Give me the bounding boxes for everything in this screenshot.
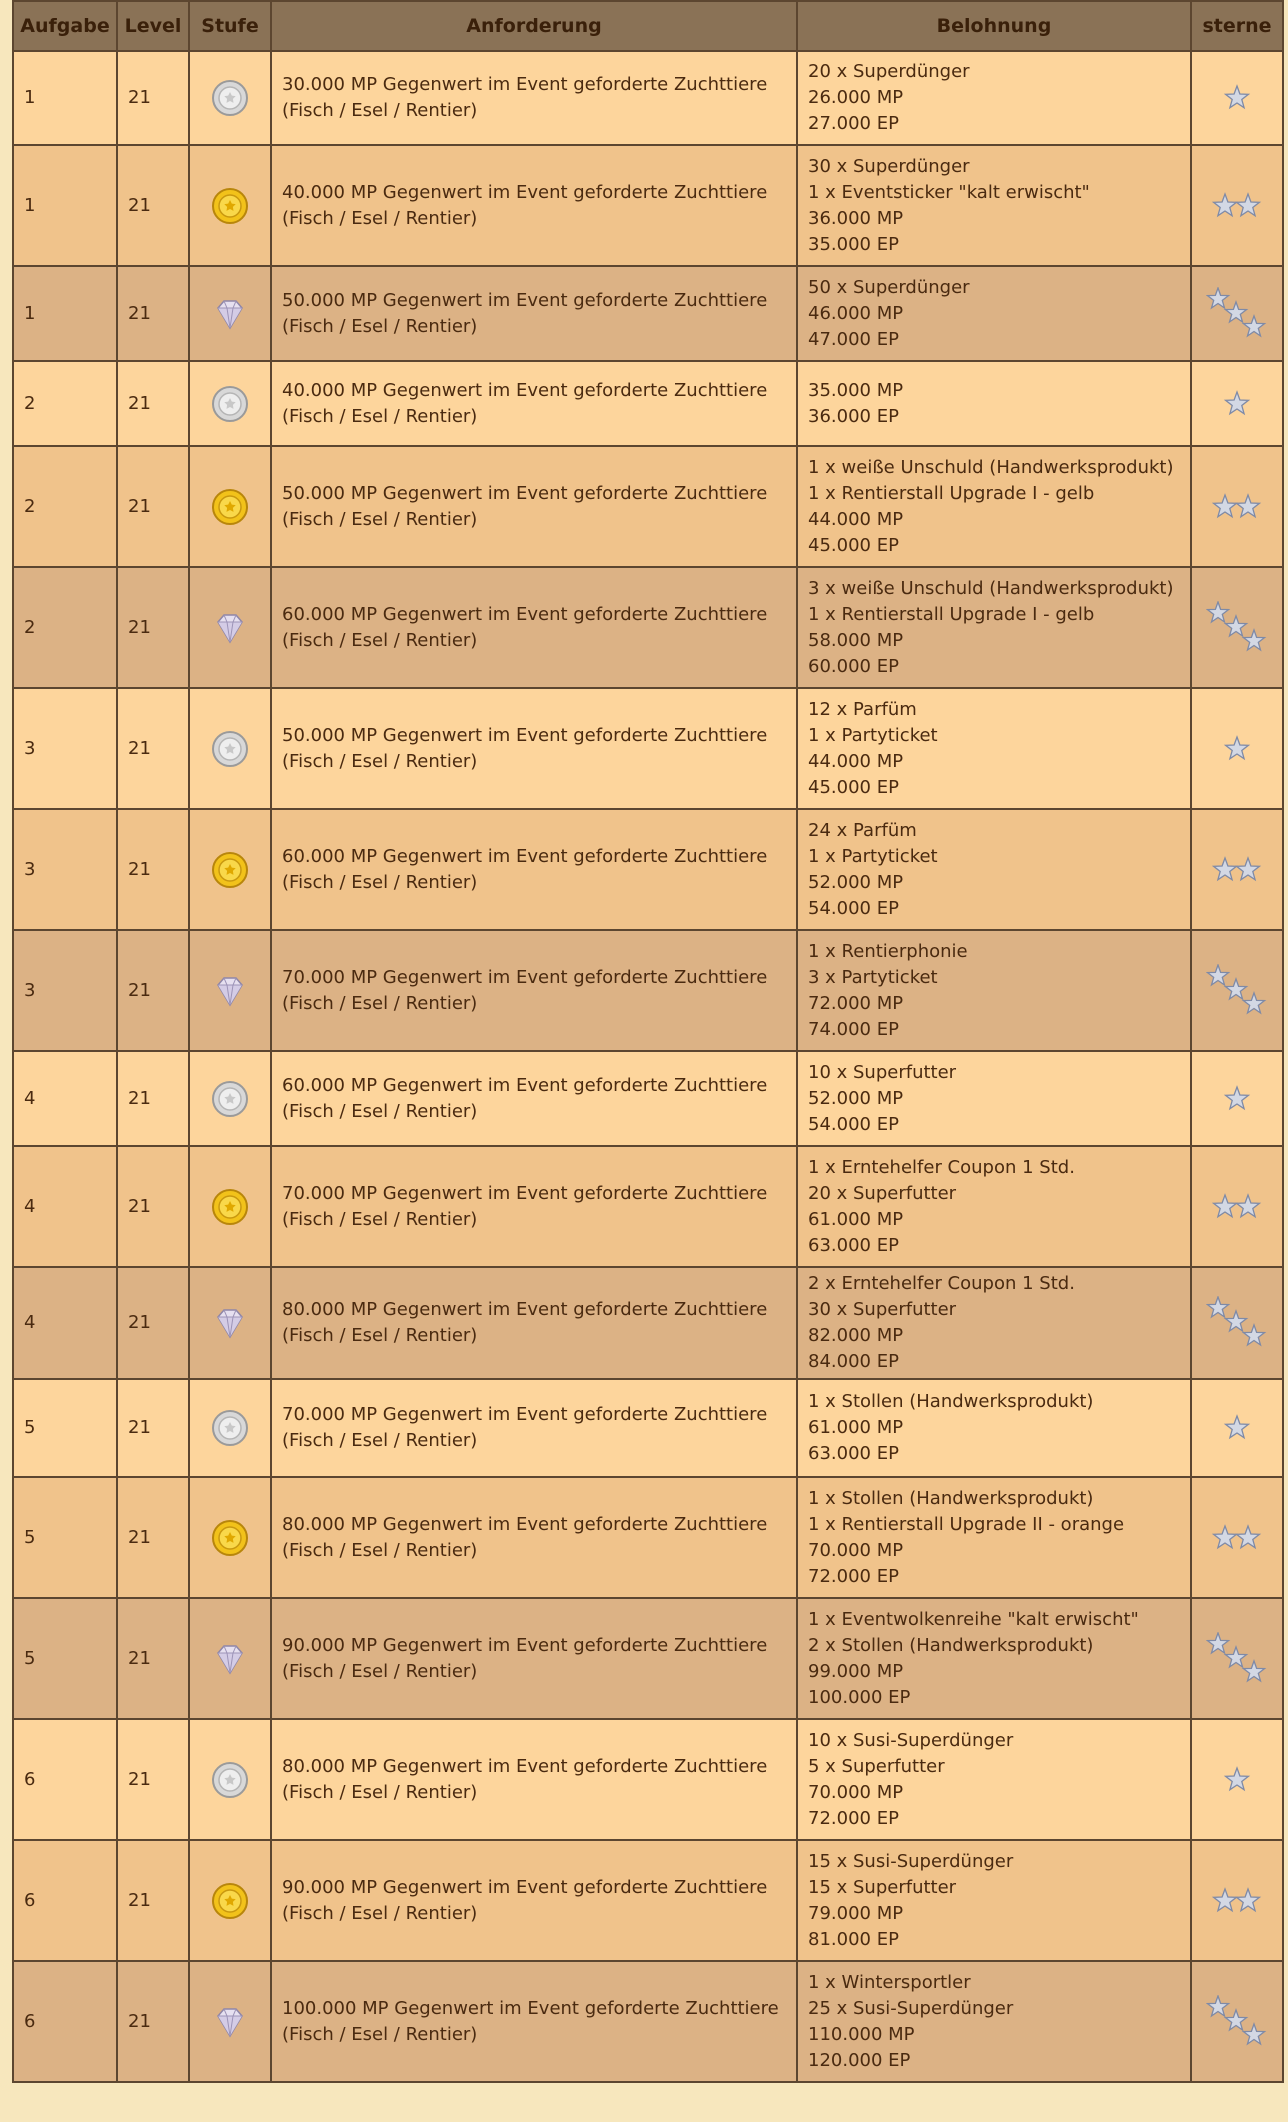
reward-line: 54.000 EP [808,897,899,919]
cell-level: 21 [117,1379,189,1477]
star-rating-icon [1223,390,1251,418]
reward-line: 15 x Susi-Superdünger [808,1850,1014,1872]
requirement-line: (Fisch / Esel / Rentier) [282,871,478,893]
requirement-line: 80.000 MP Gegenwert im Event geforderte Zuchttiere [282,1755,768,1777]
star-rating-icon [1212,1524,1262,1552]
reward-line: 72.000 EP [808,1807,899,1829]
reward-line: 1 x Rentierstall Upgrade II - orange [808,1513,1125,1535]
reward-line: 35.000 MP [808,379,904,401]
star-rating-icon [1223,1085,1251,1113]
silver-medal-icon [210,729,250,769]
requirement-line: (Fisch / Esel / Rentier) [282,629,478,651]
header-stufe: Stufe [189,1,271,51]
gold-medal-icon [210,186,250,226]
cell-sterne [1191,1146,1283,1267]
cell-stufe [189,1379,271,1477]
cell-anforderung [271,1598,797,1719]
cell-stufe [189,1598,271,1719]
star-rating-icon [1206,1995,1268,2049]
cell-aufgabe: 3 [13,930,117,1051]
table-row [13,1598,1283,1719]
requirement-line: 70.000 MP Gegenwert im Event geforderte Zuchttiere [282,1404,768,1425]
reward-line: 1 x weiße Unschuld (Handwerksprodukt) [808,456,1174,478]
cell-belohnung [797,1598,1191,1719]
reward-line: 35.000 EP [808,233,899,255]
requirement-line: 60.000 MP Gegenwert im Event geforderte Zuchttiere [282,1074,768,1096]
cell-belohnung [797,145,1191,266]
gold-medal-icon [210,1881,250,1921]
cell-stufe [189,809,271,930]
reward-line: 26.000 MP [808,87,904,108]
diamond-icon [210,1303,250,1343]
cell-sterne [1191,361,1283,446]
cell-anforderung [271,266,797,361]
cell-sterne [1191,1267,1283,1379]
cell-sterne [1191,1719,1283,1840]
cell-aufgabe: 5 [13,1477,117,1598]
reward-line: 99.000 MP [808,1660,904,1682]
reward-line: 36.000 MP [808,207,904,229]
requirement-line: (Fisch / Esel / Rentier) [282,2023,478,2045]
reward-line: 84.000 EP [808,1351,899,1372]
reward-line: 63.000 EP [808,1234,899,1256]
reward-line: 15 x Superfutter [808,1876,957,1898]
star-rating-icon [1223,735,1251,763]
cell-aufgabe: 2 [13,567,117,688]
cell-sterne [1191,145,1283,266]
cell-stufe [189,1961,271,2082]
reward-line: 20 x Superfutter [808,1182,957,1204]
table-row [13,567,1283,688]
cell-level: 21 [117,446,189,567]
reward-line: 72.000 MP [808,992,904,1014]
cell-belohnung [797,446,1191,567]
cell-anforderung [271,1840,797,1961]
reward-line: 58.000 MP [808,629,904,651]
reward-line: 70.000 MP [808,1539,904,1561]
table-row [13,1840,1283,1961]
requirement-line: (Fisch / Esel / Rentier) [282,1100,478,1122]
reward-line: 63.000 EP [808,1443,899,1464]
reward-line: 10 x Superfutter [808,1061,957,1083]
requirement-line: 90.000 MP Gegenwert im Event geforderte Zuchttiere [282,1876,768,1898]
cell-level: 21 [117,567,189,688]
silver-medal-icon [210,1760,250,1800]
cell-level: 21 [117,1598,189,1719]
cell-belohnung [797,688,1191,809]
silver-medal-icon [210,1079,250,1119]
star-rating-icon [1223,84,1251,112]
cell-belohnung [797,1840,1191,1961]
reward-line: 1 x Eventsticker "kalt erwischt" [808,181,1090,203]
requirement-line: (Fisch / Esel / Rentier) [282,405,478,427]
reward-line: 1 x Partyticket [808,845,938,867]
cell-belohnung [797,1267,1191,1379]
cell-belohnung [797,1719,1191,1840]
star-rating-icon [1212,192,1262,220]
reward-line: 52.000 MP [808,1087,904,1109]
gold-medal-icon [210,850,250,890]
reward-line: 5 x Superfutter [808,1755,945,1777]
reward-line: 120.000 EP [808,2049,911,2071]
header-belohnung: Belohnung [797,1,1191,51]
cell-level: 21 [117,1051,189,1146]
cell-belohnung [797,809,1191,930]
table-row [13,446,1283,567]
cell-belohnung [797,1477,1191,1598]
cell-level: 21 [117,1840,189,1961]
reward-line: 1 x Rentierstall Upgrade I - gelb [808,603,1095,625]
table-row [13,1477,1283,1598]
reward-line: 72.000 EP [808,1565,899,1587]
table-row [13,145,1283,266]
cell-stufe [189,1719,271,1840]
cell-belohnung [797,51,1191,145]
requirement-line: (Fisch / Esel / Rentier) [282,1902,478,1924]
cell-level: 21 [117,1477,189,1598]
cell-belohnung [797,266,1191,361]
reward-line: 3 x Partyticket [808,966,938,988]
requirement-line: 80.000 MP Gegenwert im Event geforderte Zuchttiere [282,1513,768,1535]
header-sterne: sterne [1191,1,1283,51]
cell-sterne [1191,446,1283,567]
reward-line: 27.000 EP [808,113,899,134]
cell-level: 21 [117,51,189,145]
cell-level: 21 [117,1146,189,1267]
cell-aufgabe: 1 [13,51,117,145]
header-anforderung: Anforderung [271,1,797,51]
cell-level: 21 [117,930,189,1051]
table-row [13,1051,1283,1146]
quest-table-container [12,0,1282,2083]
requirement-line: (Fisch / Esel / Rentier) [282,508,478,530]
requirement-line: (Fisch / Esel / Rentier) [282,315,478,337]
star-rating-icon [1206,287,1268,341]
table-body [13,51,1283,2082]
reward-line: 1 x Rentierphonie [808,940,968,962]
star-rating-icon [1212,1193,1262,1221]
requirement-line: 40.000 MP Gegenwert im Event geforderte Zuchttiere [282,181,768,203]
quest-table [12,0,1284,2083]
table-row [13,1961,1283,2082]
cell-sterne [1191,1379,1283,1477]
cell-aufgabe: 2 [13,361,117,446]
reward-line: 54.000 EP [808,1113,899,1135]
cell-aufgabe: 4 [13,1146,117,1267]
table-row [13,809,1283,930]
requirement-line: (Fisch / Esel / Rentier) [282,207,478,229]
cell-stufe [189,567,271,688]
cell-aufgabe: 4 [13,1267,117,1379]
cell-stufe [189,361,271,446]
cell-sterne [1191,1051,1283,1146]
reward-line: 20 x Superdünger [808,61,970,82]
cell-aufgabe: 1 [13,266,117,361]
reward-line: 12 x Parfüm [808,698,917,720]
cell-stufe [189,1146,271,1267]
star-rating-icon [1212,493,1262,521]
reward-line: 70.000 MP [808,1781,904,1803]
table-row [13,1267,1283,1379]
requirement-line: 40.000 MP Gegenwert im Event geforderte Zuchttiere [282,379,768,401]
header-level: Level [117,1,189,51]
reward-line: 74.000 EP [808,1018,899,1040]
requirement-line: 60.000 MP Gegenwert im Event geforderte Zuchttiere [282,845,768,867]
cell-belohnung [797,1961,1191,2082]
reward-line: 61.000 MP [808,1208,904,1230]
requirement-line: (Fisch / Esel / Rentier) [282,1539,478,1561]
star-rating-icon [1223,1414,1251,1442]
cell-anforderung [271,1051,797,1146]
table-row [13,930,1283,1051]
cell-stufe [189,51,271,145]
cell-level: 21 [117,361,189,446]
requirement-line: 80.000 MP Gegenwert im Event geforderte Zuchttiere [282,1299,768,1320]
cell-anforderung [271,1267,797,1379]
requirement-line: 90.000 MP Gegenwert im Event geforderte Zuchttiere [282,1634,768,1656]
diamond-icon [210,1639,250,1679]
cell-stufe [189,1051,271,1146]
silver-medal-icon [210,78,250,118]
cell-sterne [1191,1598,1283,1719]
cell-aufgabe: 6 [13,1719,117,1840]
cell-anforderung [271,1146,797,1267]
reward-line: 1 x Stollen (Handwerksprodukt) [808,1391,1094,1412]
cell-aufgabe: 4 [13,1051,117,1146]
gold-medal-icon [210,1518,250,1558]
star-rating-icon [1206,1632,1268,1686]
requirement-line: (Fisch / Esel / Rentier) [282,1660,478,1682]
cell-sterne [1191,1477,1283,1598]
diamond-icon [210,2002,250,2042]
cell-belohnung [797,930,1191,1051]
reward-line: 60.000 EP [808,655,899,677]
star-rating-icon [1212,856,1262,884]
reward-line: 3 x weiße Unschuld (Handwerksprodukt) [808,577,1174,599]
cell-level: 21 [117,145,189,266]
cell-aufgabe: 3 [13,688,117,809]
star-rating-icon [1212,1887,1262,1915]
header-aufgabe: Aufgabe [13,1,117,51]
cell-anforderung [271,1477,797,1598]
gold-medal-icon [210,487,250,527]
table-row [13,1379,1283,1477]
cell-level: 21 [117,809,189,930]
cell-stufe [189,930,271,1051]
cell-anforderung [271,446,797,567]
reward-line: 44.000 MP [808,750,904,772]
cell-aufgabe: 2 [13,446,117,567]
requirement-line: (Fisch / Esel / Rentier) [282,1325,478,1346]
silver-medal-icon [210,384,250,424]
cell-aufgabe: 6 [13,1961,117,2082]
requirement-line: (Fisch / Esel / Rentier) [282,750,478,772]
cell-anforderung [271,688,797,809]
cell-anforderung [271,1379,797,1477]
cell-belohnung [797,1146,1191,1267]
cell-aufgabe: 5 [13,1379,117,1477]
cell-sterne [1191,809,1283,930]
reward-line: 1 x Rentierstall Upgrade I - gelb [808,482,1095,504]
reward-line: 36.000 EP [808,405,899,427]
cell-anforderung [271,930,797,1051]
cell-anforderung [271,51,797,145]
reward-line: 45.000 EP [808,534,899,556]
cell-anforderung [271,809,797,930]
table-row [13,51,1283,145]
table-row [13,688,1283,809]
table-row [13,266,1283,361]
cell-level: 21 [117,688,189,809]
gold-medal-icon [210,1187,250,1227]
cell-belohnung [797,1051,1191,1146]
table-row [13,361,1283,446]
reward-line: 52.000 MP [808,871,904,893]
cell-anforderung [271,361,797,446]
reward-line: 81.000 EP [808,1928,899,1950]
diamond-icon [210,608,250,648]
cell-stufe [189,688,271,809]
star-rating-icon [1223,1766,1251,1794]
cell-anforderung [271,567,797,688]
requirement-line: 50.000 MP Gegenwert im Event geforderte Zuchttiere [282,724,768,746]
reward-line: 30 x Superfutter [808,1299,957,1320]
reward-line: 2 x Erntehelfer Coupon 1 Std. [808,1273,1075,1294]
table-header-row [13,1,1283,51]
reward-line: 46.000 MP [808,302,904,324]
star-rating-icon [1206,964,1268,1018]
requirement-line: 50.000 MP Gegenwert im Event geforderte Zuchttiere [282,289,768,311]
reward-line: 82.000 MP [808,1325,904,1346]
table-row [13,1719,1283,1840]
cell-sterne [1191,930,1283,1051]
requirement-line: 30.000 MP Gegenwert im Event geforderte Zuchttiere [282,74,768,95]
cell-sterne [1191,567,1283,688]
reward-line: 1 x Partyticket [808,724,938,746]
requirement-line: (Fisch / Esel / Rentier) [282,1208,478,1230]
cell-stufe [189,266,271,361]
reward-line: 79.000 MP [808,1902,904,1924]
requirement-line: 100.000 MP Gegenwert im Event geforderte Zuchttiere [282,1997,779,2019]
requirement-line: 50.000 MP Gegenwert im Event geforderte Zuchttiere [282,482,768,504]
cell-aufgabe: 5 [13,1598,117,1719]
cell-anforderung [271,1719,797,1840]
cell-level: 21 [117,1961,189,2082]
requirement-line: (Fisch / Esel / Rentier) [282,1430,478,1451]
diamond-icon [210,294,250,334]
reward-line: 24 x Parfüm [808,819,917,841]
reward-line: 1 x Stollen (Handwerksprodukt) [808,1487,1094,1509]
reward-line: 30 x Superdünger [808,155,970,177]
reward-line: 1 x Erntehelfer Coupon 1 Std. [808,1156,1075,1178]
star-rating-icon [1206,1296,1268,1350]
reward-line: 61.000 MP [808,1417,904,1438]
cell-aufgabe: 3 [13,809,117,930]
requirement-line: (Fisch / Esel / Rentier) [282,1781,478,1803]
reward-line: 1 x Wintersportler [808,1971,971,1993]
cell-anforderung [271,145,797,266]
cell-aufgabe: 6 [13,1840,117,1961]
cell-sterne [1191,688,1283,809]
reward-line: 1 x Eventwolkenreihe "kalt erwischt" [808,1608,1139,1630]
requirement-line: 70.000 MP Gegenwert im Event geforderte Zuchttiere [282,1182,768,1204]
reward-line: 44.000 MP [808,508,904,530]
cell-stufe [189,1477,271,1598]
reward-line: 110.000 MP [808,2023,915,2045]
cell-anforderung [271,1961,797,2082]
cell-stufe [189,1267,271,1379]
reward-line: 45.000 EP [808,776,899,798]
requirement-line: 60.000 MP Gegenwert im Event geforderte Zuchttiere [282,603,768,625]
silver-medal-icon [210,1408,250,1448]
requirement-line: (Fisch / Esel / Rentier) [282,100,478,121]
cell-belohnung [797,567,1191,688]
reward-line: 2 x Stollen (Handwerksprodukt) [808,1634,1094,1656]
cell-level: 21 [117,1719,189,1840]
cell-sterne [1191,1961,1283,2082]
cell-sterne [1191,51,1283,145]
cell-stufe [189,145,271,266]
requirement-line: (Fisch / Esel / Rentier) [282,992,478,1014]
reward-line: 25 x Susi-Superdünger [808,1997,1014,2019]
reward-line: 50 x Superdünger [808,276,970,298]
diamond-icon [210,971,250,1011]
cell-sterne [1191,1840,1283,1961]
table-row [13,1146,1283,1267]
cell-level: 21 [117,266,189,361]
cell-sterne [1191,266,1283,361]
cell-belohnung [797,1379,1191,1477]
reward-line: 10 x Susi-Superdünger [808,1729,1014,1751]
cell-level: 21 [117,1267,189,1379]
cell-stufe [189,446,271,567]
star-rating-icon [1206,601,1268,655]
reward-line: 100.000 EP [808,1686,911,1708]
cell-stufe [189,1840,271,1961]
cell-belohnung [797,361,1191,446]
cell-aufgabe: 1 [13,145,117,266]
reward-line: 47.000 EP [808,328,899,350]
requirement-line: 70.000 MP Gegenwert im Event geforderte Zuchttiere [282,966,768,988]
